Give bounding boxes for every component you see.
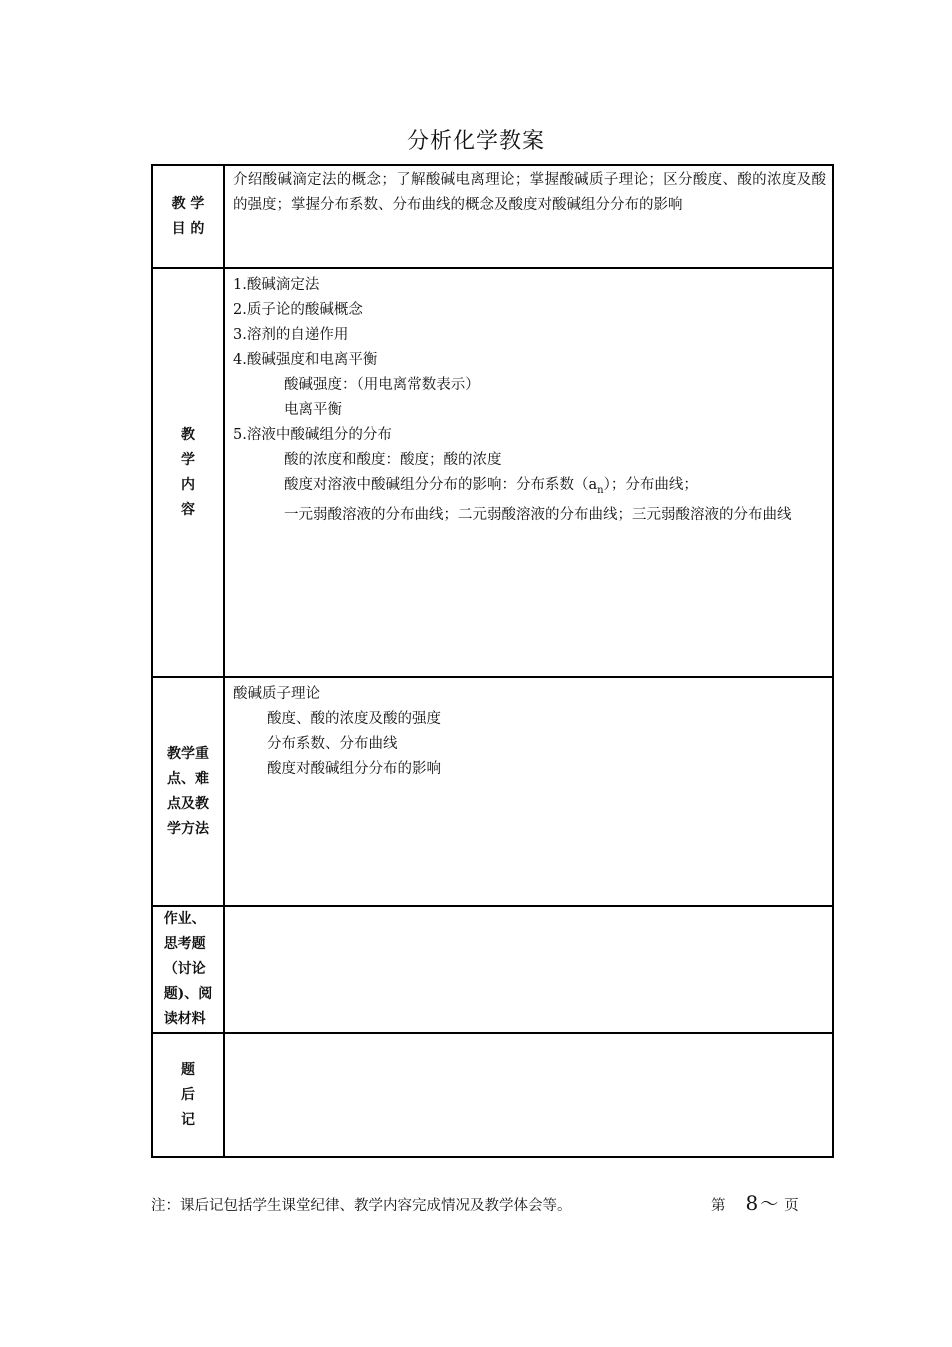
distribution-text: 酸度对溶液中酸碱组分分布的影响：分布系数（a: [284, 477, 598, 493]
label-line: 思考题: [163, 936, 206, 952]
homework-label: [152, 906, 224, 1033]
homework-body: [224, 906, 833, 1033]
label-line: 作业、: [163, 911, 206, 927]
label-line: 教 学: [171, 195, 205, 212]
key-points-row: [152, 677, 833, 906]
page-number: [711, 1190, 799, 1216]
key-points-body: [224, 677, 833, 906]
distribution-text-end: ）；分布曲线；: [603, 477, 698, 493]
content-subitem: [233, 473, 826, 503]
subscript-n: n: [597, 484, 604, 496]
label-line: 后: [181, 1086, 195, 1103]
postscript-body: [224, 1033, 833, 1157]
page-prefix: 第: [711, 1198, 726, 1214]
key-point: 酸碱质子理论: [233, 686, 320, 702]
footer-note: 注：课后记包括学生课堂纪律、教学内容完成情况及教学体会等。: [151, 1198, 572, 1214]
homework-row: [152, 906, 833, 1033]
label-line: 点、难: [167, 770, 209, 787]
key-point: 酸度、酸的浓度及酸的强度: [267, 711, 441, 727]
page-separator: ～: [760, 1194, 779, 1215]
label-line: 教学重: [167, 745, 209, 762]
page-number-value: 8: [745, 1191, 759, 1215]
label-line: 点及教: [167, 795, 209, 812]
key-points-label: [152, 677, 224, 906]
label-line: 题: [181, 1061, 195, 1078]
page-suffix: 页: [784, 1198, 799, 1214]
label-line: 容: [181, 501, 195, 518]
content-item: 4.酸碱强度和电离平衡: [233, 352, 378, 368]
content-subitem: 酸的浓度和酸度：酸度；酸的浓度: [284, 452, 502, 468]
label-line: 学方法: [167, 820, 209, 837]
content-subitem: 电离平衡: [284, 402, 342, 418]
label-line: 目 的: [171, 220, 205, 237]
key-point: 酸度对酸碱组分分布的影响: [267, 761, 441, 777]
content-subitem: 酸碱强度：（用电离常数表示）: [284, 377, 480, 393]
label-line: （讨论: [163, 961, 206, 977]
objective-label: [152, 165, 224, 268]
label-line: 学: [181, 451, 195, 468]
objective-row: [152, 165, 833, 268]
content-item: 2.质子论的酸碱概念: [233, 302, 363, 318]
label-line: 记: [181, 1111, 195, 1128]
content-item: 1.酸碱滴定法: [233, 277, 320, 293]
content-item: 5.溶液中酸碱组分的分布: [233, 427, 392, 443]
label-line: 教: [181, 426, 195, 443]
postscript-row: [152, 1033, 833, 1157]
postscript-label: [152, 1033, 224, 1157]
objective-content: 介绍酸碱滴定法的概念；了解酸碱电离理论；掌握酸碱质子理论；区分酸度、酸的浓度及酸的强度；掌握分布系数、分布曲线的概念及酸度对酸碱组分分布的影响: [224, 165, 833, 268]
lesson-plan-table: [151, 164, 834, 1158]
content-item: 3.溶剂的自递作用: [233, 327, 349, 343]
label-line: 读材料: [163, 1011, 206, 1027]
label-line: 题)、阅: [163, 986, 213, 1002]
content-row: [152, 268, 833, 677]
document-title: 分析化学教案: [406, 129, 545, 154]
content-subitem: 一元弱酸溶液的分布曲线；二元弱酸溶液的分布曲线；三元弱酸溶液的分布曲线: [284, 506, 792, 523]
content-body: [224, 268, 833, 677]
content-label: [152, 268, 224, 677]
key-point: 分布系数、分布曲线: [267, 736, 398, 752]
label-line: 内: [181, 476, 195, 493]
